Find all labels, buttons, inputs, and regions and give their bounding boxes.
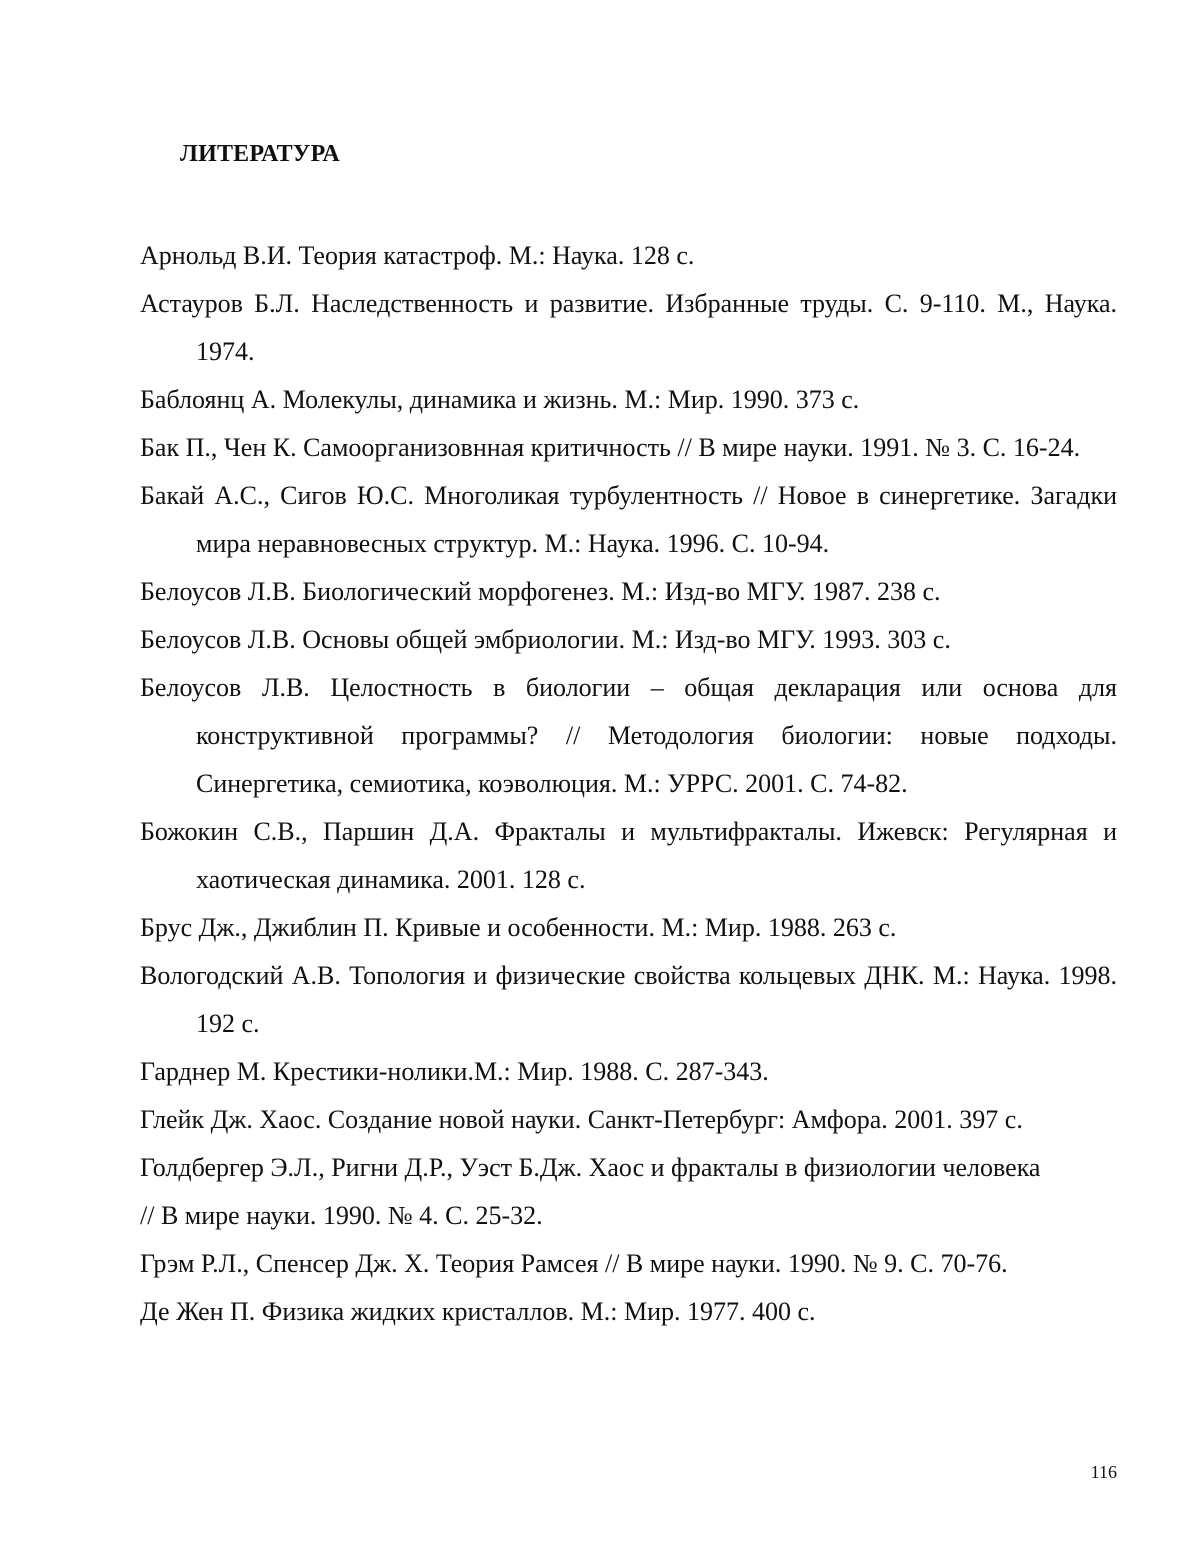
reference-item: Голдбергер Э.Л., Ригни Д.Р., Уэст Б.Дж. Хаос и фракталы в физиологии человека (140, 1153, 1041, 1182)
reference-item: Арнольд В.И. Теория катастроф. М.: Наука. 128 с. (140, 241, 695, 270)
reference-item: Де Жен П. Физика жидких кристаллов. М.: Мир. 1977. 400 с. (140, 1297, 816, 1326)
reference-item: Баблоянц А. Молекулы, динамика и жизнь. М.: Мир. 1990. 373 с. (140, 385, 860, 414)
reference-item: Гарднер М. Крестики-нолики.М.: Мир. 1988. С. 287-343. (140, 1057, 769, 1086)
reference-item: Белоусов Л.В. Биологический морфогенез. М.: Изд-во МГУ. 1987. 238 с. (140, 577, 941, 606)
page-number: 116 (1090, 1462, 1117, 1482)
page-title: ЛИТЕРАТУРА (180, 141, 340, 167)
reference-item: Белоусов Л.В. Основы общей эмбриологии. М.: Изд-во МГУ. 1993. 303 с. (140, 625, 951, 654)
reference-item: Астауров Б.Л. Наследственность и развитие. Избранные труды. С. 9-110. М., Наука. 1974. (140, 289, 1117, 366)
reference-item: Бакай А.С., Сигов Ю.С. Многоликая турбулентность // Новое в синергетике. Загадки мира неравновесных структур. М.: Наука. 1996. С. 10-94. (140, 481, 1117, 558)
reference-list (140, 232, 1117, 1336)
reference-item: Грэм Р.Л., Спенсер Дж. Х. Теория Рамсея // В мире науки. 1990. № 9. С. 70-76. (140, 1249, 1008, 1278)
reference-item: Брус Дж., Джиблин П. Кривые и особенности. М.: Мир. 1988. 263 с. (140, 913, 897, 942)
reference-item: Белоусов Л.В. Целостность в биологии – общая декларация или основа для конструктивной программы? // Методология биологии: новые подходы. Синергетика, семиотика, коэволюция. М.: УРРС. 2001. С. 74-82. (140, 673, 1117, 798)
reference-item-continuation: // В мире науки. 1990. № 4. С. 25-32. (140, 1201, 543, 1230)
reference-item: Глейк Дж. Хаос. Создание новой науки. Санкт-Петербург: Амфора. 2001. 397 с. (140, 1105, 1023, 1134)
reference-item: Вологодский А.В. Топология и физические свойства кольцевых ДНК. М.: Наука. 1998. 192 с. (140, 961, 1117, 1038)
reference-item: Бак П., Чен К. Самоорганизовнная критичность // В мире науки. 1991. № 3. С. 16-24. (140, 433, 1081, 462)
reference-item: Божокин С.В., Паршин Д.А. Фракталы и мультифракталы. Ижевск: Регулярная и хаотическая динамика. 2001. 128 с. (140, 817, 1117, 894)
